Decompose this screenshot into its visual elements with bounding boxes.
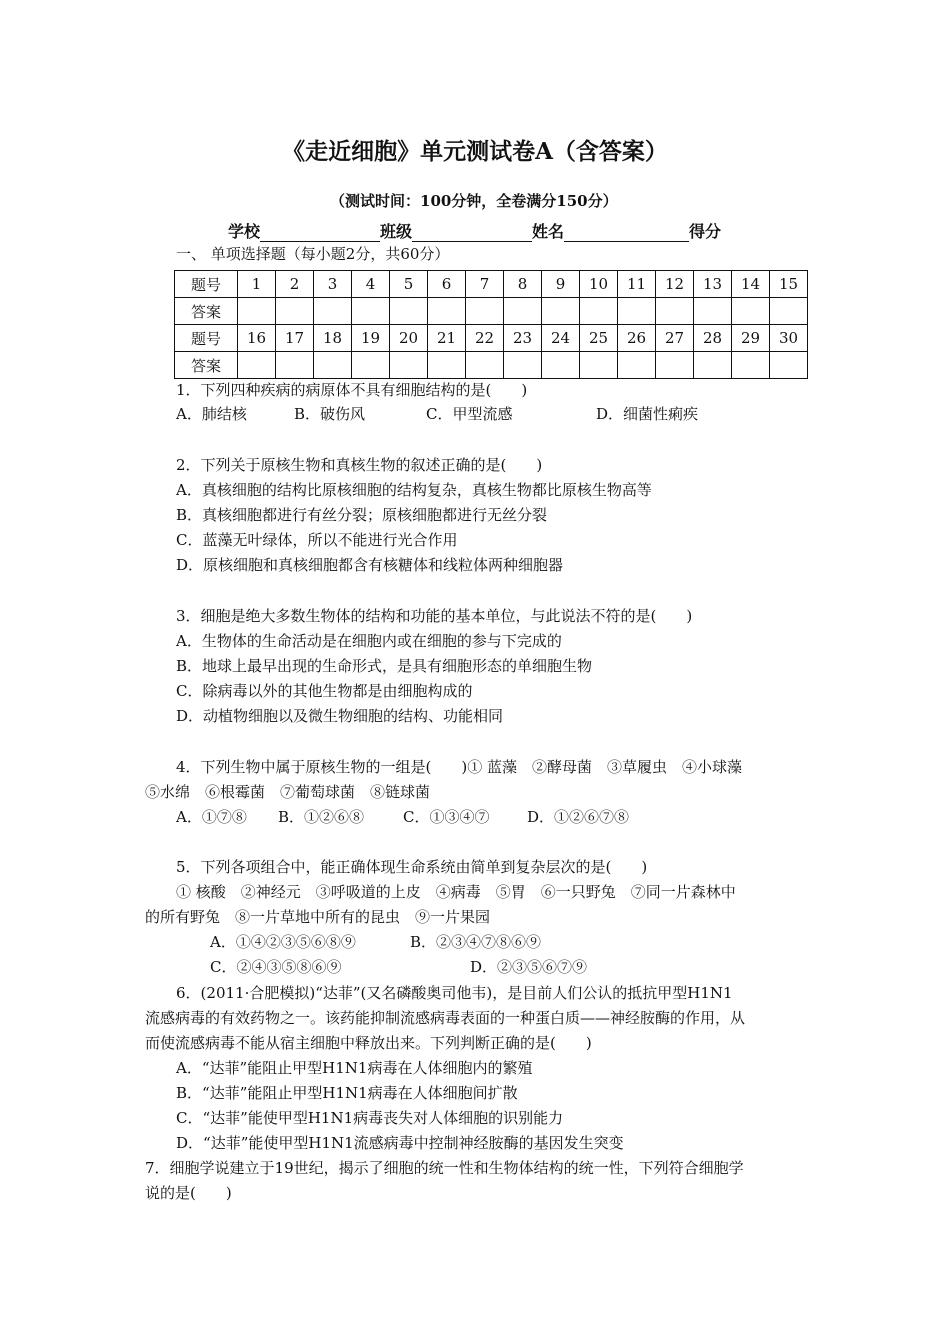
table-cell: 11	[618, 271, 656, 298]
answer-cell[interactable]	[466, 352, 504, 379]
table-row	[175, 325, 808, 352]
answer-cell[interactable]	[352, 298, 390, 325]
answer-cell[interactable]	[390, 298, 428, 325]
answer-cell[interactable]	[390, 352, 428, 379]
answer-cell[interactable]	[770, 352, 808, 379]
page-title: 《走近细胞》单元测试卷A（含答案）	[282, 138, 668, 165]
table-row	[175, 271, 808, 298]
school-blank[interactable]	[260, 225, 380, 242]
question-stem-cont: 说的是( )	[145, 1184, 232, 1202]
option-d: D．原核细胞和真核细胞都含有核糖体和线粒体两种细胞器	[176, 556, 564, 574]
row-label: 答案	[175, 298, 238, 325]
question-stem: 3．细胞是绝大多数生物体的结构和功能的基本单位，与此说法不符的是( )	[176, 607, 693, 625]
option-c: C．除病毒以外的其他生物都是由细胞构成的	[176, 682, 473, 700]
answer-table	[174, 270, 808, 379]
table-cell: 2	[276, 271, 314, 298]
answer-cell[interactable]	[428, 298, 466, 325]
answer-cell[interactable]	[504, 298, 542, 325]
table-cell: 13	[694, 271, 732, 298]
question-stem: 6．(2011·合肥模拟)“达菲”(又名磷酸奥司他韦)，是目前人们公认的抵抗甲型H1N1	[176, 984, 733, 1002]
option-a: A．“达菲”能阻止甲型H1N1病毒在人体细胞内的繁殖	[176, 1059, 533, 1077]
question-stem: 1．下列四种疾病的病原体不具有细胞结构的是( )	[176, 381, 528, 399]
answer-cell[interactable]	[238, 298, 276, 325]
option-c: C．“达菲”能使甲型H1N1病毒丧失对人体细胞的识别能力	[176, 1109, 564, 1127]
table-cell: 25	[580, 325, 618, 352]
row-label: 题号	[175, 271, 238, 298]
answer-cell[interactable]	[618, 298, 656, 325]
answer-cell[interactable]	[618, 352, 656, 379]
exam-subtitle: （测试时间：100分钟，全卷满分150分）	[330, 192, 618, 210]
table-cell: 23	[504, 325, 542, 352]
table-cell: 24	[542, 325, 580, 352]
section-heading: 一、 单项选择题（每小题2分，共60分）	[176, 245, 450, 263]
table-cell: 10	[580, 271, 618, 298]
table-row	[175, 298, 808, 325]
option-b: B．破伤风	[294, 405, 366, 423]
option-b: B．②③④⑦⑧⑥⑨	[410, 933, 542, 951]
table-cell: 5	[390, 271, 428, 298]
answer-cell[interactable]	[656, 352, 694, 379]
question-stem: 5．下列各项组合中，能正确体现生命系统由简单到复杂层次的是( )	[176, 858, 648, 876]
table-cell: 15	[770, 271, 808, 298]
question-stem-cont: ⑤水绵 ⑥根霉菌 ⑦葡萄球菌 ⑧链球菌	[145, 783, 431, 801]
class-blank[interactable]	[412, 225, 532, 242]
table-cell: 18	[314, 325, 352, 352]
option-d: D．②③⑤⑥⑦⑨	[470, 958, 588, 976]
answer-cell[interactable]	[732, 298, 770, 325]
option-b: B．①②⑥⑧	[278, 808, 365, 826]
option-d: D．①②⑥⑦⑧	[527, 808, 630, 826]
question-items-cont: 的所有野兔 ⑧一片草地中所有的昆虫 ⑨一片果园	[145, 908, 491, 926]
answer-cell[interactable]	[542, 298, 580, 325]
answer-cell[interactable]	[314, 352, 352, 379]
question-stem-cont: 流感病毒的有效药物之一。该药能抑制流感病毒表面的一种蛋白质——神经胺酶的作用，从	[145, 1009, 746, 1027]
option-c: C．①③④⑦	[403, 808, 490, 826]
answer-cell[interactable]	[580, 352, 618, 379]
answer-cell[interactable]	[542, 352, 580, 379]
table-cell: 9	[542, 271, 580, 298]
option-a: A．肺结核	[176, 405, 247, 423]
option-a: A．真核细胞的结构比原核细胞的结构复杂，真核生物都比原核生物高等	[176, 481, 652, 499]
table-cell: 6	[428, 271, 466, 298]
table-cell: 3	[314, 271, 352, 298]
answer-cell[interactable]	[656, 298, 694, 325]
name-label: 姓名	[532, 222, 565, 241]
row-label: 答案	[175, 352, 238, 379]
student-info-fields	[228, 219, 721, 242]
option-b: B．真核细胞都进行有丝分裂；原核细胞都进行无丝分裂	[176, 506, 548, 524]
table-cell: 20	[390, 325, 428, 352]
table-cell: 26	[618, 325, 656, 352]
answer-cell[interactable]	[732, 352, 770, 379]
option-c: C．甲型流感	[426, 405, 513, 423]
answer-cell[interactable]	[428, 352, 466, 379]
option-a: A．①⑦⑧	[176, 808, 247, 826]
school-label: 学校	[228, 222, 261, 241]
table-cell: 29	[732, 325, 770, 352]
question-items: ① 核酸 ②神经元 ③呼吸道的上皮 ④病毒 ⑤胃 ⑥一只野兔 ⑦同一片森林中	[176, 883, 736, 901]
table-cell: 8	[504, 271, 542, 298]
table-cell: 12	[656, 271, 694, 298]
option-c: C．蓝藻无叶绿体，所以不能进行光合作用	[176, 531, 458, 549]
table-cell: 21	[428, 325, 466, 352]
table-cell: 17	[276, 325, 314, 352]
answer-cell[interactable]	[276, 298, 314, 325]
score-label: 得分	[689, 222, 722, 241]
option-b: B．“达菲”能阻止甲型H1N1病毒在人体细胞间扩散	[176, 1084, 518, 1102]
option-a: A．生物体的生命活动是在细胞内或在细胞的参与下完成的	[176, 632, 562, 650]
option-d: D．“达菲”能使甲型H1N1流感病毒中控制神经胺酶的基因发生突变	[176, 1134, 624, 1152]
table-cell: 30	[770, 325, 808, 352]
question-stem: 4．下列生物中属于原核生物的一组是( )① 蓝藻 ②酵母菌 ③草履虫 ④小球藻	[176, 758, 743, 776]
option-d: D．细菌性痢疾	[596, 405, 699, 423]
answer-cell[interactable]	[580, 298, 618, 325]
table-cell: 14	[732, 271, 770, 298]
table-cell: 1	[238, 271, 276, 298]
question-stem-cont: 而使流感病毒不能从宿主细胞中释放出来。下列判断正确的是( )	[145, 1034, 592, 1052]
option-d: D．动植物细胞以及微生物细胞的结构、功能相同	[176, 707, 504, 725]
table-cell: 7	[466, 271, 504, 298]
option-a: A．①④②③⑤⑥⑧⑨	[210, 933, 356, 951]
question-stem: 2．下列关于原核生物和真核生物的叙述正确的是( )	[176, 456, 543, 474]
answer-cell[interactable]	[466, 298, 504, 325]
table-cell: 16	[238, 325, 276, 352]
row-label: 题号	[175, 325, 238, 352]
option-c: C．②④③⑤⑧⑥⑨	[210, 958, 342, 976]
table-cell: 27	[656, 325, 694, 352]
answer-cell[interactable]	[694, 352, 732, 379]
answer-cell[interactable]	[770, 298, 808, 325]
class-label: 班级	[380, 222, 413, 241]
option-b: B．地球上最早出现的生命形式，是具有细胞形态的单细胞生物	[176, 657, 593, 675]
answer-cell[interactable]	[352, 352, 390, 379]
table-cell: 4	[352, 271, 390, 298]
answer-cell[interactable]	[276, 352, 314, 379]
table-cell: 22	[466, 325, 504, 352]
name-blank[interactable]	[564, 225, 689, 242]
answer-cell[interactable]	[314, 298, 352, 325]
table-cell: 28	[694, 325, 732, 352]
question-stem: 7．细胞学说建立于19世纪，揭示了细胞的统一性和生物体结构的统一性，下列符合细胞学	[145, 1159, 744, 1177]
table-cell: 19	[352, 325, 390, 352]
answer-cell[interactable]	[694, 298, 732, 325]
answer-cell[interactable]	[238, 352, 276, 379]
answer-cell[interactable]	[504, 352, 542, 379]
table-row	[175, 352, 808, 379]
